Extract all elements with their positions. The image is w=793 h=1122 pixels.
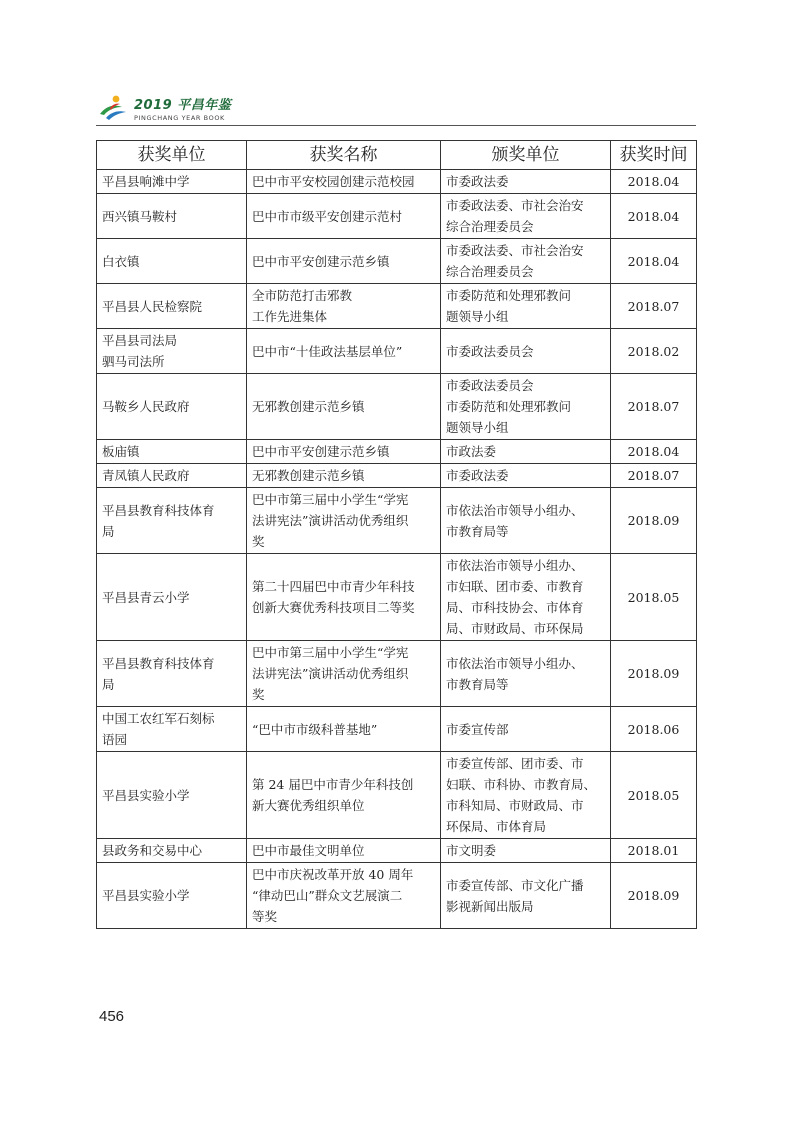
cell-line: 市委宣传部、团市委、市 [446,756,584,771]
cell-line: 等奖 [252,909,278,924]
cell-award-date: 2018.09 [611,641,697,707]
cell-issuer [441,554,611,641]
cell-award-date: 2018.07 [611,464,697,488]
cell-line: 全市防范打击邪教 [252,288,353,303]
yearbook-subtitle: PINGCHANG YEAR BOOK [134,114,225,122]
cell-issuer [441,284,611,329]
cell-award-name [247,374,441,440]
cell-issuer [441,752,611,839]
header-award-date: 获奖时间 [611,141,697,170]
yearbook-logo-icon [96,92,130,126]
table-row [97,239,697,284]
cell-line: 平昌县人民检察院 [102,298,203,314]
cell-issuer [441,863,611,929]
cell-award-name [247,329,441,374]
cell-award-name [247,863,441,929]
cell-line: 马鞍乡人民政府 [102,399,190,414]
cell-award-date: 2018.09 [611,488,697,554]
header-award-unit: 获奖单位 [97,141,247,170]
table-row [97,707,697,752]
awards-table [96,140,697,929]
cell-line: 市委防范和处理邪教问 [446,399,572,414]
cell-issuer [441,374,611,440]
cell-line: 平昌县响滩中学 [102,174,190,189]
cell-award-unit [97,641,247,707]
cell-line: 市委宣传部 [446,721,509,737]
cell-award-date: 2018.04 [611,170,697,194]
header-issuer: 颁奖单位 [441,141,611,170]
cell-award-unit [97,374,247,440]
cell-line: 西兴镇马鞍村 [102,208,178,224]
cell-line: 市依法治市领导小组办、 [446,558,584,573]
table-row [97,641,697,707]
cell-line: 局 [102,676,115,692]
cell-award-name [247,239,441,284]
cell-award-name [247,707,441,752]
cell-award-name [247,554,441,641]
cell-award-name [247,839,441,863]
cell-issuer [441,170,611,194]
cell-line: 法讲宪法”演讲活动优秀组织 [252,666,409,681]
cell-issuer [441,440,611,464]
cell-line: 平昌县青云小学 [102,589,190,605]
cell-award-unit [97,839,247,863]
table-row [97,554,697,641]
cell-issuer [441,329,611,374]
cell-line: 市妇联、团市委、市教育 [446,579,584,594]
cell-issuer [441,194,611,239]
cell-line: 中国工农红军石刻标 [102,711,215,726]
cell-award-unit [97,239,247,284]
cell-line: 市依法治市领导小组办、 [446,502,584,518]
cell-issuer [441,839,611,863]
cell-line: 局、市科技协会、市体育 [446,600,584,615]
cell-award-date: 2018.04 [611,194,697,239]
cell-award-unit [97,284,247,329]
cell-award-date: 2018.07 [611,284,697,329]
cell-line: 第 24 届巴中市青少年科技创 [252,777,414,792]
cell-award-name [247,440,441,464]
cell-line: 青凤镇人民政府 [102,468,190,483]
page-number: 456 [99,1008,125,1025]
cell-line: 妇联、市科协、市教育局、 [446,777,597,792]
cell-award-unit [97,752,247,839]
cell-line: 市委防范和处理邪教问 [446,288,572,303]
cell-line: 语园 [102,732,128,747]
cell-line: 市教育局等 [446,676,509,692]
table-row [97,488,697,554]
cell-award-date: 2018.07 [611,374,697,440]
cell-award-unit [97,863,247,929]
table-header-row [97,141,697,170]
cell-line: 巴中市“十佳政法基层单位” [252,343,403,359]
cell-line: 县政务和交易中心 [102,843,203,858]
cell-line: 市文明委 [446,843,497,858]
cell-line: 巴中市第三届中小学生“学宪 [252,645,409,660]
cell-issuer [441,239,611,284]
cell-award-date: 2018.05 [611,554,697,641]
header-divider [96,125,696,126]
cell-line: 巴中市庆祝改革开放 40 周年 [252,867,414,882]
cell-line: 综合治理委员会 [446,219,534,234]
cell-line: 无邪教创建示范乡镇 [252,399,365,414]
cell-line: 题领导小组 [446,309,509,324]
cell-line: 综合治理委员会 [446,264,534,279]
cell-line: 无邪教创建示范乡镇 [252,468,365,483]
cell-line: 市委政法委、市社会治安 [446,243,584,258]
cell-line: “巴中市市级科普基地” [252,721,378,737]
cell-award-date: 2018.04 [611,440,697,464]
table-row [97,329,697,374]
cell-award-unit [97,170,247,194]
table-row [97,440,697,464]
cell-line: 巴中市平安校园创建示范校园 [252,174,415,189]
cell-award-name [247,464,441,488]
cell-award-name [247,752,441,839]
table-row [97,839,697,863]
cell-award-date: 2018.02 [611,329,697,374]
cell-line: 市委宣传部、市文化广播 [446,877,584,893]
cell-line: 市教育局等 [446,523,509,539]
table-row [97,374,697,440]
cell-issuer [441,641,611,707]
cell-award-unit [97,440,247,464]
cell-award-unit [97,554,247,641]
cell-award-unit [97,707,247,752]
cell-award-name [247,641,441,707]
cell-issuer [441,464,611,488]
cell-line: 板庙镇 [102,444,140,459]
table-row [97,863,697,929]
cell-award-name [247,284,441,329]
cell-line: 巴中市最佳文明单位 [252,843,365,858]
cell-award-unit [97,464,247,488]
cell-line: 影视新闻出版局 [446,898,534,914]
cell-line: 工作先进集体 [252,309,328,324]
table-row [97,194,697,239]
cell-line: 局 [102,523,115,539]
cell-line: 奖 [252,687,265,702]
cell-award-unit [97,329,247,374]
cell-line: 巴中市市级平安创建示范村 [252,208,403,224]
cell-line: 创新大赛优秀科技项目二等奖 [252,600,415,615]
cell-line: 市委政法委 [446,468,509,483]
table-row [97,752,697,839]
cell-line: 局、市财政局、市环保局 [446,621,584,636]
yearbook-header [96,92,696,128]
cell-award-date: 2018.04 [611,239,697,284]
cell-line: 市科知局、市财政局、市 [446,798,584,813]
cell-line: 白衣镇 [102,253,140,269]
cell-award-date: 2018.01 [611,839,697,863]
cell-line: 巴中市平安创建示范乡镇 [252,444,390,459]
cell-line: 新大赛优秀组织单位 [252,798,365,813]
cell-line: 平昌县司法局 [102,333,178,348]
cell-award-name [247,488,441,554]
cell-line: 巴中市第三届中小学生“学宪 [252,492,409,507]
awards-table-body [97,170,697,929]
cell-line: 市委政法委、市社会治安 [446,198,584,213]
header-award-name: 获奖名称 [247,141,441,170]
cell-award-name [247,170,441,194]
cell-line: 市委政法委 [446,174,509,189]
yearbook-title: 2019 平昌年鉴 [134,98,232,113]
cell-line: 平昌县教育科技体育 [102,502,215,518]
cell-issuer [441,488,611,554]
cell-line: 第二十四届巴中市青少年科技 [252,579,415,594]
cell-line: 市依法治市领导小组办、 [446,655,584,671]
cell-line: 平昌县教育科技体育 [102,655,215,671]
cell-line: 市政法委 [446,444,497,459]
cell-line: 驷马司法所 [102,354,165,369]
cell-line: “律动巴山”群众文艺展演二 [252,888,403,903]
cell-line: 平昌县实验小学 [102,787,190,803]
cell-award-name [247,194,441,239]
cell-line: 市委政法委员会 [446,343,534,359]
table-row [97,170,697,194]
cell-line: 环保局、市体育局 [446,819,547,834]
table-row [97,464,697,488]
cell-line: 巴中市平安创建示范乡镇 [252,253,390,269]
cell-line: 平昌县实验小学 [102,888,190,903]
cell-line: 市委政法委员会 [446,378,534,393]
cell-line: 奖 [252,534,265,549]
cell-award-date: 2018.06 [611,707,697,752]
cell-line: 法讲宪法”演讲活动优秀组织 [252,513,409,528]
cell-award-unit [97,194,247,239]
cell-issuer [441,707,611,752]
cell-line: 题领导小组 [446,420,509,435]
cell-award-date: 2018.05 [611,752,697,839]
table-row [97,284,697,329]
cell-award-unit [97,488,247,554]
cell-award-date: 2018.09 [611,863,697,929]
